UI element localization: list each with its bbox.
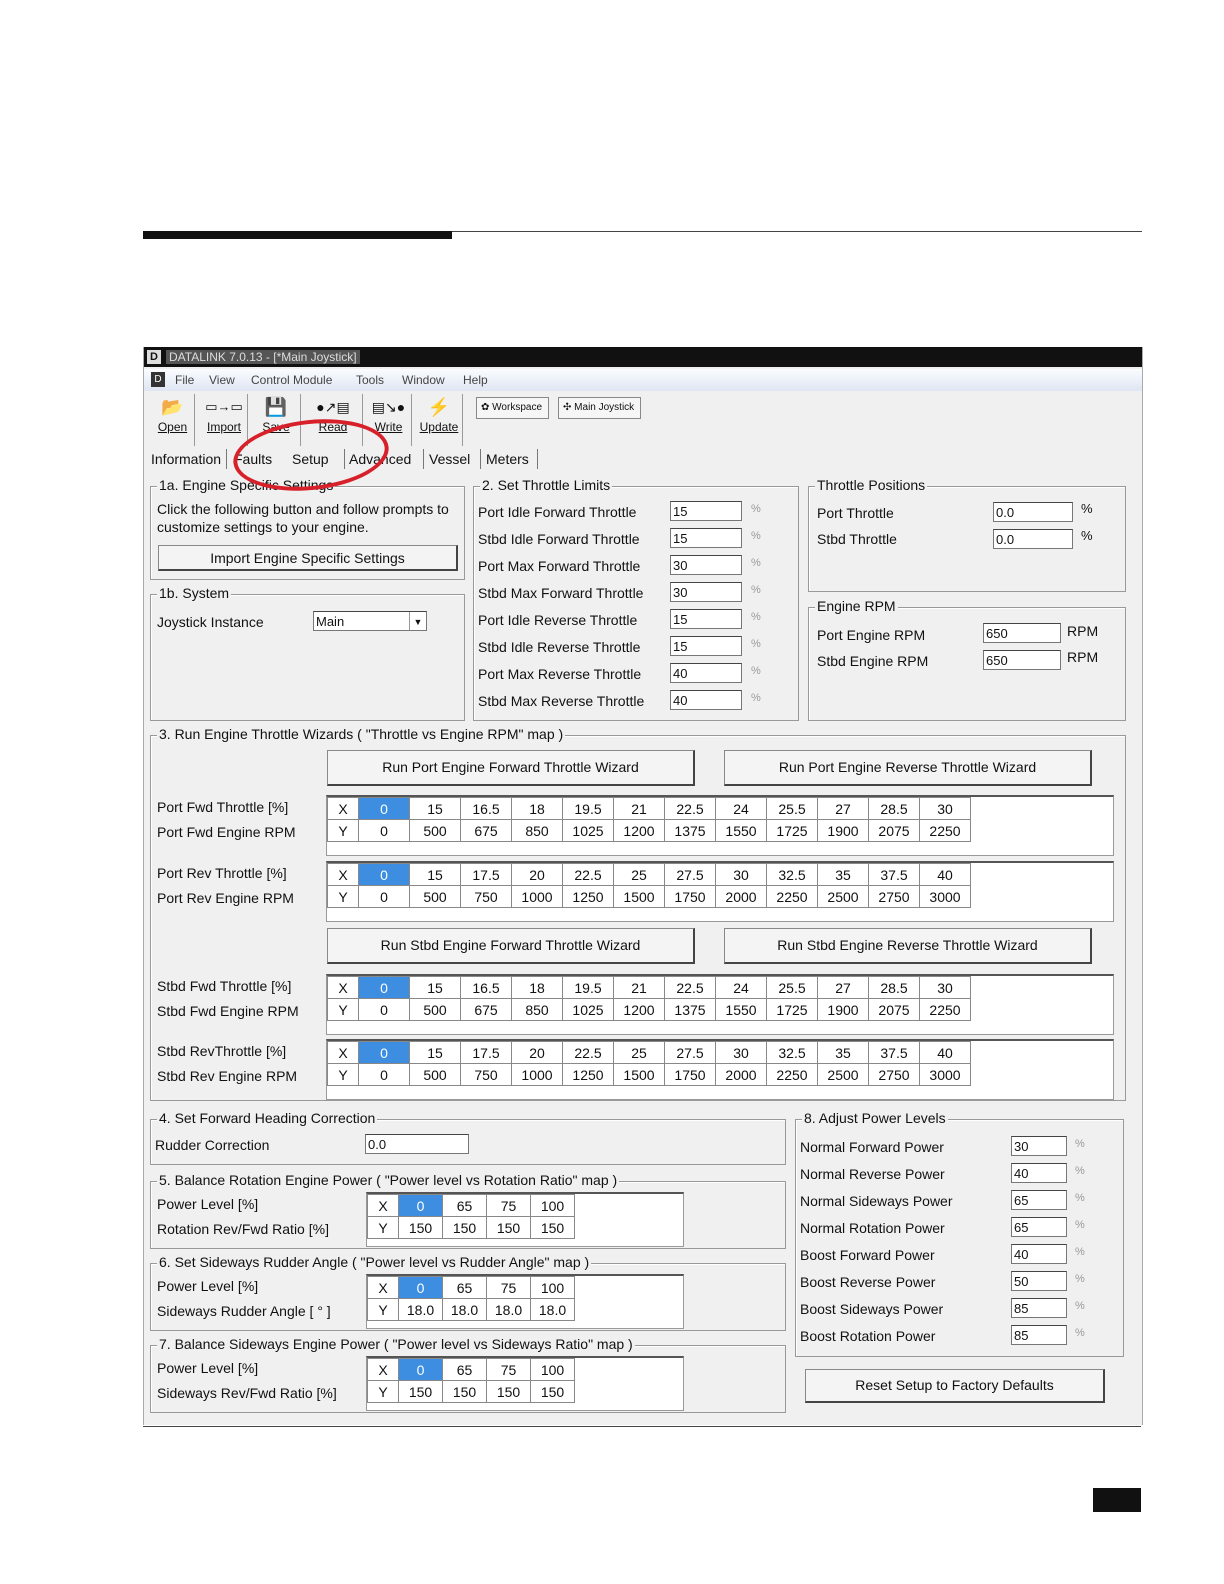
- map-cell[interactable]: 20: [512, 864, 563, 886]
- update-icon: ⚡: [427, 397, 451, 417]
- percent-unit: %: [751, 638, 761, 650]
- power-level-label: Boost Forward Power: [800, 1247, 935, 1263]
- percent-unit: %: [1075, 1138, 1085, 1150]
- folder-icon: 📂: [161, 397, 184, 417]
- power-level-field[interactable]: 30: [1011, 1136, 1067, 1156]
- axis-label: X: [368, 1195, 399, 1217]
- throttle-limit-field[interactable]: 15: [670, 636, 742, 656]
- map-cell[interactable]: 37.5: [869, 1042, 920, 1064]
- map-cell[interactable]: 18.0: [399, 1299, 443, 1321]
- map-table: [327, 976, 971, 1021]
- map-cell[interactable]: 18.0: [443, 1299, 487, 1321]
- percent-unit: %: [751, 692, 761, 704]
- group-throttle-wizards: [150, 726, 1126, 1101]
- read-button[interactable]: ●↗▤ Read: [304, 394, 363, 446]
- map-x-label: Power Level [%]: [157, 1196, 259, 1212]
- map-cell[interactable]: 150: [399, 1217, 443, 1239]
- map-cell[interactable]: 18.0: [531, 1299, 575, 1321]
- axis-label: Y: [368, 1217, 399, 1239]
- axis-label: Y: [368, 1381, 399, 1403]
- map-panel: [326, 1039, 1114, 1100]
- map-panel: [326, 861, 1114, 922]
- map-cell[interactable]: 100: [531, 1277, 575, 1299]
- port-throttle-field[interactable]: 0.0: [993, 502, 1073, 522]
- map-cell[interactable]: 15: [410, 798, 461, 820]
- group-rotation-power: [150, 1172, 786, 1249]
- percent-unit: %: [1075, 1246, 1085, 1258]
- map-cell[interactable]: 25: [614, 1042, 665, 1064]
- map-x-label: Port Fwd Throttle [%]: [157, 799, 289, 815]
- throttle-limit-field[interactable]: 30: [670, 582, 742, 602]
- axis-label: X: [328, 798, 359, 820]
- stbd-fwd-wizard-button[interactable]: Run Stbd Engine Forward Throttle Wizard: [327, 928, 695, 964]
- map-cell[interactable]: 500: [410, 1064, 461, 1086]
- throttle-limit-field[interactable]: 15: [670, 609, 742, 629]
- map-cell[interactable]: 24: [716, 798, 767, 820]
- map-cell[interactable]: 150: [487, 1217, 531, 1239]
- map-y-label: Sideways Rudder Angle [ ° ]: [157, 1303, 331, 1319]
- group-title: 6. Set Sideways Rudder Angle ( "Power level vs Rudder Angle" map ): [159, 1254, 590, 1270]
- main-joystick-button[interactable]: ✣ Main Joystick: [558, 397, 641, 419]
- reset-factory-defaults-button[interactable]: Reset Setup to Factory Defaults: [805, 1369, 1105, 1403]
- tab-advanced[interactable]: Advanced: [349, 451, 412, 467]
- power-level-field[interactable]: 85: [1011, 1325, 1067, 1345]
- import-engine-settings-button[interactable]: Import Engine Specific Settings: [158, 545, 458, 571]
- map-cell[interactable]: 675: [461, 820, 512, 842]
- map-cell[interactable]: 30: [920, 977, 971, 999]
- map-cell[interactable]: 100: [531, 1195, 575, 1217]
- map-table: [367, 1358, 575, 1403]
- map-cell[interactable]: 75: [487, 1195, 531, 1217]
- group-title: 1b. System: [159, 585, 230, 601]
- power-level-label: Normal Forward Power: [800, 1139, 944, 1155]
- map-cell[interactable]: 65: [443, 1195, 487, 1217]
- power-level-field[interactable]: 50: [1011, 1271, 1067, 1291]
- throttle-limit-label: Stbd Max Reverse Throttle: [478, 693, 645, 709]
- map-cell[interactable]: 25.5: [767, 977, 818, 999]
- axis-label: X: [368, 1277, 399, 1299]
- map-cell[interactable]: 1000: [512, 1064, 563, 1086]
- map-cell[interactable]: 17.5: [461, 864, 512, 886]
- map-cell[interactable]: 20: [512, 1042, 563, 1064]
- stbd-rpm-label: Stbd Engine RPM: [817, 653, 929, 669]
- map-cell[interactable]: 675: [461, 999, 512, 1021]
- percent-unit: %: [751, 665, 761, 677]
- throttle-limit-field[interactable]: 40: [670, 690, 742, 710]
- group-title: 2. Set Throttle Limits: [482, 477, 611, 493]
- map-cell[interactable]: 150: [487, 1381, 531, 1403]
- map-cell[interactable]: 2075: [869, 820, 920, 842]
- menu-tools[interactable]: Tools: [356, 373, 385, 387]
- joystick-icon: ✣: [563, 402, 575, 413]
- menu-file[interactable]: File: [175, 373, 195, 387]
- axis-label: X: [328, 864, 359, 886]
- group-title: Throttle Positions: [817, 477, 926, 493]
- import-button[interactable]: ▭→▭ Import: [201, 394, 248, 446]
- map-cell[interactable]: 2500: [818, 1064, 869, 1086]
- throttle-limit-label: Port Idle Reverse Throttle: [478, 612, 638, 628]
- map-cell[interactable]: 1750: [665, 886, 716, 908]
- power-level-label: Boost Sideways Power: [800, 1301, 944, 1317]
- map-cell[interactable]: 21: [614, 977, 665, 999]
- map-cell[interactable]: 30: [716, 1042, 767, 1064]
- page-number-block: [1093, 1488, 1141, 1512]
- throttle-limit-field[interactable]: 40: [670, 663, 742, 683]
- menu-view[interactable]: View: [209, 373, 235, 387]
- map-cell[interactable]: 75: [487, 1359, 531, 1381]
- write-icon: ▤↘●: [371, 399, 406, 415]
- map-cell[interactable]: 0: [359, 864, 410, 886]
- map-cell[interactable]: 25.5: [767, 798, 818, 820]
- percent-unit: %: [1075, 1192, 1085, 1204]
- map-cell[interactable]: 750: [461, 886, 512, 908]
- axis-label: X: [328, 977, 359, 999]
- map-cell[interactable]: 2075: [869, 999, 920, 1021]
- map-cell[interactable]: 1750: [665, 1064, 716, 1086]
- axis-label: Y: [368, 1299, 399, 1321]
- open-button[interactable]: 📂 Open: [151, 394, 195, 446]
- map-cell[interactable]: 1900: [818, 820, 869, 842]
- map-cell[interactable]: 0: [399, 1359, 443, 1381]
- map-cell[interactable]: 15: [410, 1042, 461, 1064]
- map-cell[interactable]: 28.5: [869, 798, 920, 820]
- power-level-label: Boost Reverse Power: [800, 1274, 936, 1290]
- power-level-label: Boost Rotation Power: [800, 1328, 936, 1344]
- import-icon: ▭→▭: [205, 399, 243, 414]
- map-panel: [366, 1274, 684, 1329]
- app-icon: D: [147, 350, 161, 364]
- axis-label: Y: [328, 1064, 359, 1086]
- map-cell[interactable]: 65: [443, 1359, 487, 1381]
- map-cell[interactable]: 1025: [563, 999, 614, 1021]
- map-cell[interactable]: 16.5: [461, 798, 512, 820]
- map-cell[interactable]: 30: [716, 864, 767, 886]
- tab-vessel[interactable]: Vessel: [429, 451, 471, 467]
- map-cell[interactable]: 0: [359, 1064, 410, 1086]
- map-cell[interactable]: 150: [443, 1381, 487, 1403]
- axis-label: X: [328, 1042, 359, 1064]
- map-y-label: Stbd Fwd Engine RPM: [157, 1003, 299, 1019]
- percent-unit: %: [751, 611, 761, 623]
- map-cell[interactable]: 19.5: [563, 977, 614, 999]
- map-cell[interactable]: 750: [461, 1064, 512, 1086]
- joystick-instance-select[interactable]: Main ▼: [313, 611, 427, 631]
- map-cell[interactable]: 1375: [665, 820, 716, 842]
- percent-unit: %: [1075, 1165, 1085, 1177]
- window-title: DATALINK 7.0.13 - [*Main Joystick]: [166, 350, 360, 364]
- port-throttle-label: Port Throttle: [817, 505, 894, 521]
- map-cell[interactable]: 1250: [563, 886, 614, 908]
- map-cell[interactable]: 27.5: [665, 864, 716, 886]
- map-cell[interactable]: 2250: [920, 820, 971, 842]
- tab-meters[interactable]: Meters: [486, 451, 529, 467]
- map-table: [327, 863, 971, 908]
- map-cell[interactable]: 2500: [818, 886, 869, 908]
- map-cell[interactable]: 2000: [716, 1064, 767, 1086]
- joystick-instance-label: Joystick Instance: [157, 614, 264, 630]
- menu-window[interactable]: Window: [402, 373, 445, 387]
- map-cell[interactable]: 2250: [767, 886, 818, 908]
- map-x-label: Stbd Fwd Throttle [%]: [157, 978, 292, 994]
- map-cell[interactable]: 2250: [767, 1064, 818, 1086]
- map-cell[interactable]: 1000: [512, 886, 563, 908]
- map-cell[interactable]: 0: [359, 886, 410, 908]
- map-cell[interactable]: 65: [443, 1277, 487, 1299]
- map-cell[interactable]: 15: [410, 864, 461, 886]
- workspace-button[interactable]: ✿ Workspace: [476, 397, 549, 419]
- map-cell[interactable]: 1200: [614, 999, 665, 1021]
- group-rudder-angle: [150, 1254, 786, 1331]
- map-cell[interactable]: 2750: [869, 886, 920, 908]
- throttle-limit-label: Stbd Idle Forward Throttle: [478, 531, 640, 547]
- map-cell[interactable]: 21: [614, 798, 665, 820]
- floppy-icon: 💾: [264, 397, 288, 417]
- power-level-label: Normal Sideways Power: [800, 1193, 953, 1209]
- map-x-label: Power Level [%]: [157, 1278, 259, 1294]
- map-table: [367, 1276, 575, 1321]
- map-cell[interactable]: 27: [818, 977, 869, 999]
- map-cell[interactable]: 35: [818, 864, 869, 886]
- throttle-limit-label: Stbd Max Forward Throttle: [478, 585, 644, 601]
- map-cell[interactable]: 0: [359, 820, 410, 842]
- map-cell[interactable]: 1500: [614, 1064, 665, 1086]
- group-heading-correction: [150, 1110, 786, 1165]
- map-cell[interactable]: 1725: [767, 820, 818, 842]
- map-x-label: Power Level [%]: [157, 1360, 259, 1376]
- throttle-limit-label: Port Max Forward Throttle: [478, 558, 641, 574]
- axis-label: Y: [328, 999, 359, 1021]
- map-cell[interactable]: 150: [443, 1217, 487, 1239]
- stbd-throttle-field[interactable]: 0.0: [993, 529, 1073, 549]
- read-icon: ●↗▤: [316, 399, 350, 415]
- group-title: 8. Adjust Power Levels: [804, 1110, 946, 1126]
- save-button[interactable]: 💾 Save: [252, 394, 301, 446]
- map-cell[interactable]: 500: [410, 999, 461, 1021]
- tab-faults[interactable]: Faults: [234, 451, 273, 467]
- group-power-levels: [795, 1110, 1124, 1357]
- map-cell[interactable]: 1550: [716, 820, 767, 842]
- throttle-limit-field[interactable]: 15: [670, 528, 742, 548]
- map-x-label: Stbd RevThrottle [%]: [157, 1043, 287, 1059]
- map-cell[interactable]: 18: [512, 798, 563, 820]
- map-cell[interactable]: 25: [614, 864, 665, 886]
- map-cell[interactable]: 1900: [818, 999, 869, 1021]
- percent-unit: %: [751, 503, 761, 515]
- footer-rule: [143, 1426, 1141, 1427]
- map-cell[interactable]: 0: [359, 977, 410, 999]
- map-cell[interactable]: 27.5: [665, 1042, 716, 1064]
- map-cell[interactable]: 1725: [767, 999, 818, 1021]
- power-level-label: Normal Rotation Power: [800, 1220, 945, 1236]
- throttle-limit-field[interactable]: 30: [670, 555, 742, 575]
- percent-unit: %: [1075, 1273, 1085, 1285]
- power-level-field[interactable]: 40: [1011, 1163, 1067, 1183]
- percent-unit: %: [1075, 1300, 1085, 1312]
- throttle-limit-label: Port Max Reverse Throttle: [478, 666, 642, 682]
- group-system: [150, 585, 465, 721]
- map-cell[interactable]: 35: [818, 1042, 869, 1064]
- group-title: Engine RPM: [817, 598, 896, 614]
- map-cell[interactable]: 100: [531, 1359, 575, 1381]
- group-engine-specific: [150, 477, 465, 580]
- throttle-limit-label: Stbd Idle Reverse Throttle: [478, 639, 641, 655]
- map-cell[interactable]: 0: [359, 1042, 410, 1064]
- percent-unit: %: [1075, 1219, 1085, 1231]
- map-cell[interactable]: 37.5: [869, 864, 920, 886]
- map-cell[interactable]: 0: [399, 1277, 443, 1299]
- map-cell[interactable]: 1250: [563, 1064, 614, 1086]
- percent-unit: %: [751, 557, 761, 569]
- map-cell[interactable]: 3000: [920, 1064, 971, 1086]
- power-level-label: Normal Reverse Power: [800, 1166, 945, 1182]
- menu-help[interactable]: Help: [463, 373, 488, 387]
- map-cell[interactable]: 500: [410, 820, 461, 842]
- map-cell[interactable]: 17.5: [461, 1042, 512, 1064]
- tab-information[interactable]: Information: [151, 451, 222, 467]
- axis-label: X: [368, 1359, 399, 1381]
- group-title: 7. Balance Sideways Engine Power ( "Power level vs Sideways Ratio" map ): [159, 1336, 633, 1352]
- map-cell[interactable]: 150: [531, 1217, 575, 1239]
- map-cell[interactable]: 32.5: [767, 1042, 818, 1064]
- group-title: 4. Set Forward Heading Correction: [159, 1110, 376, 1126]
- instruction-line-2: customize settings to your engine.: [157, 519, 369, 535]
- map-table: [327, 1041, 971, 1086]
- port-rpm-label: Port Engine RPM: [817, 627, 926, 643]
- group-title: 5. Balance Rotation Engine Power ( "Power level vs Rotation Ratio" map ): [159, 1172, 618, 1188]
- map-x-label: Port Rev Throttle [%]: [157, 865, 287, 881]
- group-engine-rpm: Engine RPM Port Engine RPM 650 RPM Stbd Engine RPM 650 RPM: [808, 607, 1126, 721]
- map-panel: [366, 1192, 684, 1247]
- map-cell[interactable]: 30: [920, 798, 971, 820]
- map-cell[interactable]: 500: [410, 886, 461, 908]
- header-rule-thin: [452, 231, 1142, 232]
- group-throttle-limits: [473, 477, 799, 721]
- map-y-label: Port Fwd Engine RPM: [157, 824, 296, 840]
- map-cell[interactable]: 18.0: [487, 1299, 531, 1321]
- map-cell[interactable]: 850: [512, 999, 563, 1021]
- map-cell[interactable]: 150: [531, 1381, 575, 1403]
- map-y-label: Stbd Rev Engine RPM: [157, 1068, 298, 1084]
- header-rule-thick: [143, 231, 452, 239]
- rudder-correction-label: Rudder Correction: [155, 1137, 270, 1153]
- map-panel: [366, 1356, 684, 1411]
- map-cell[interactable]: 3000: [920, 886, 971, 908]
- map-cell[interactable]: 40: [920, 864, 971, 886]
- map-y-label: Port Rev Engine RPM: [157, 890, 294, 906]
- map-cell[interactable]: 2250: [920, 999, 971, 1021]
- group-throttle-positions: Throttle Positions Port Throttle 0.0 % Stbd Throttle 0.0 %: [808, 486, 1126, 592]
- document-icon[interactable]: D: [151, 372, 165, 387]
- instruction-line-1: Click the following button and follow prompts to: [157, 501, 449, 517]
- map-cell[interactable]: 1375: [665, 999, 716, 1021]
- percent-unit: %: [751, 584, 761, 596]
- map-cell[interactable]: 15: [410, 977, 461, 999]
- port-rev-wizard-button[interactable]: Run Port Engine Reverse Throttle Wizard: [724, 750, 1092, 786]
- stbd-rev-wizard-button[interactable]: Run Stbd Engine Reverse Throttle Wizard: [724, 928, 1092, 964]
- menu-bar: [144, 369, 1142, 391]
- group-title: 1a. Engine Specific Settings: [159, 477, 334, 493]
- axis-label: Y: [328, 886, 359, 908]
- map-cell[interactable]: 0: [359, 999, 410, 1021]
- map-cell[interactable]: 75: [487, 1277, 531, 1299]
- power-level-field[interactable]: 65: [1011, 1190, 1067, 1210]
- port-rpm-field[interactable]: 650: [983, 623, 1061, 643]
- power-level-field[interactable]: 65: [1011, 1217, 1067, 1237]
- map-y-label: Sideways Rev/Fwd Ratio [%]: [157, 1385, 337, 1401]
- map-cell[interactable]: 0: [399, 1195, 443, 1217]
- map-cell[interactable]: 0: [359, 798, 410, 820]
- update-button[interactable]: ⚡ Update: [416, 394, 463, 446]
- group-sideways-power: [150, 1336, 786, 1413]
- map-cell[interactable]: 1025: [563, 820, 614, 842]
- map-cell[interactable]: 40: [920, 1042, 971, 1064]
- map-cell[interactable]: 1500: [614, 886, 665, 908]
- axis-label: Y: [328, 820, 359, 842]
- percent-unit: %: [751, 530, 761, 542]
- map-cell[interactable]: 19.5: [563, 798, 614, 820]
- map-cell[interactable]: 18: [512, 977, 563, 999]
- chevron-down-icon[interactable]: ▼: [409, 612, 426, 630]
- port-fwd-wizard-button[interactable]: Run Port Engine Forward Throttle Wizard: [327, 750, 695, 786]
- map-cell[interactable]: 27: [818, 798, 869, 820]
- map-table: [327, 797, 971, 842]
- map-panel: [326, 795, 1114, 856]
- map-table: [367, 1194, 575, 1239]
- power-level-field[interactable]: 85: [1011, 1298, 1067, 1318]
- title-bar: [144, 347, 1142, 367]
- stbd-rpm-field[interactable]: 650: [983, 650, 1061, 670]
- workspace-icon: ✿: [481, 402, 493, 413]
- map-cell[interactable]: 16.5: [461, 977, 512, 999]
- write-button[interactable]: ▤↘● Write: [366, 394, 412, 446]
- power-level-field[interactable]: 40: [1011, 1244, 1067, 1264]
- map-panel: [326, 974, 1114, 1035]
- map-cell[interactable]: 22.5: [563, 864, 614, 886]
- menu-control-module[interactable]: Control Module: [251, 373, 333, 387]
- stbd-throttle-label: Stbd Throttle: [817, 531, 897, 547]
- map-cell[interactable]: 1200: [614, 820, 665, 842]
- map-cell[interactable]: 2750: [869, 1064, 920, 1086]
- map-cell[interactable]: 22.5: [665, 798, 716, 820]
- throttle-limit-field[interactable]: 15: [670, 501, 742, 521]
- map-cell[interactable]: 22.5: [563, 1042, 614, 1064]
- map-cell[interactable]: 2000: [716, 886, 767, 908]
- map-cell[interactable]: 28.5: [869, 977, 920, 999]
- map-cell[interactable]: 1550: [716, 999, 767, 1021]
- map-y-label: Rotation Rev/Fwd Ratio [%]: [157, 1221, 329, 1237]
- datalink-window: [143, 347, 1143, 1425]
- group-title: 3. Run Engine Throttle Wizards ( "Throttle vs Engine RPM" map ): [159, 726, 564, 742]
- map-cell[interactable]: 24: [716, 977, 767, 999]
- throttle-limit-label: Port Idle Forward Throttle: [478, 504, 637, 520]
- map-cell[interactable]: 150: [399, 1381, 443, 1403]
- tab-setup[interactable]: Setup: [292, 451, 329, 467]
- map-cell[interactable]: 22.5: [665, 977, 716, 999]
- map-cell[interactable]: 850: [512, 820, 563, 842]
- map-cell[interactable]: 32.5: [767, 864, 818, 886]
- rudder-correction-field[interactable]: 0.0: [365, 1134, 469, 1154]
- percent-unit: %: [1075, 1327, 1085, 1339]
